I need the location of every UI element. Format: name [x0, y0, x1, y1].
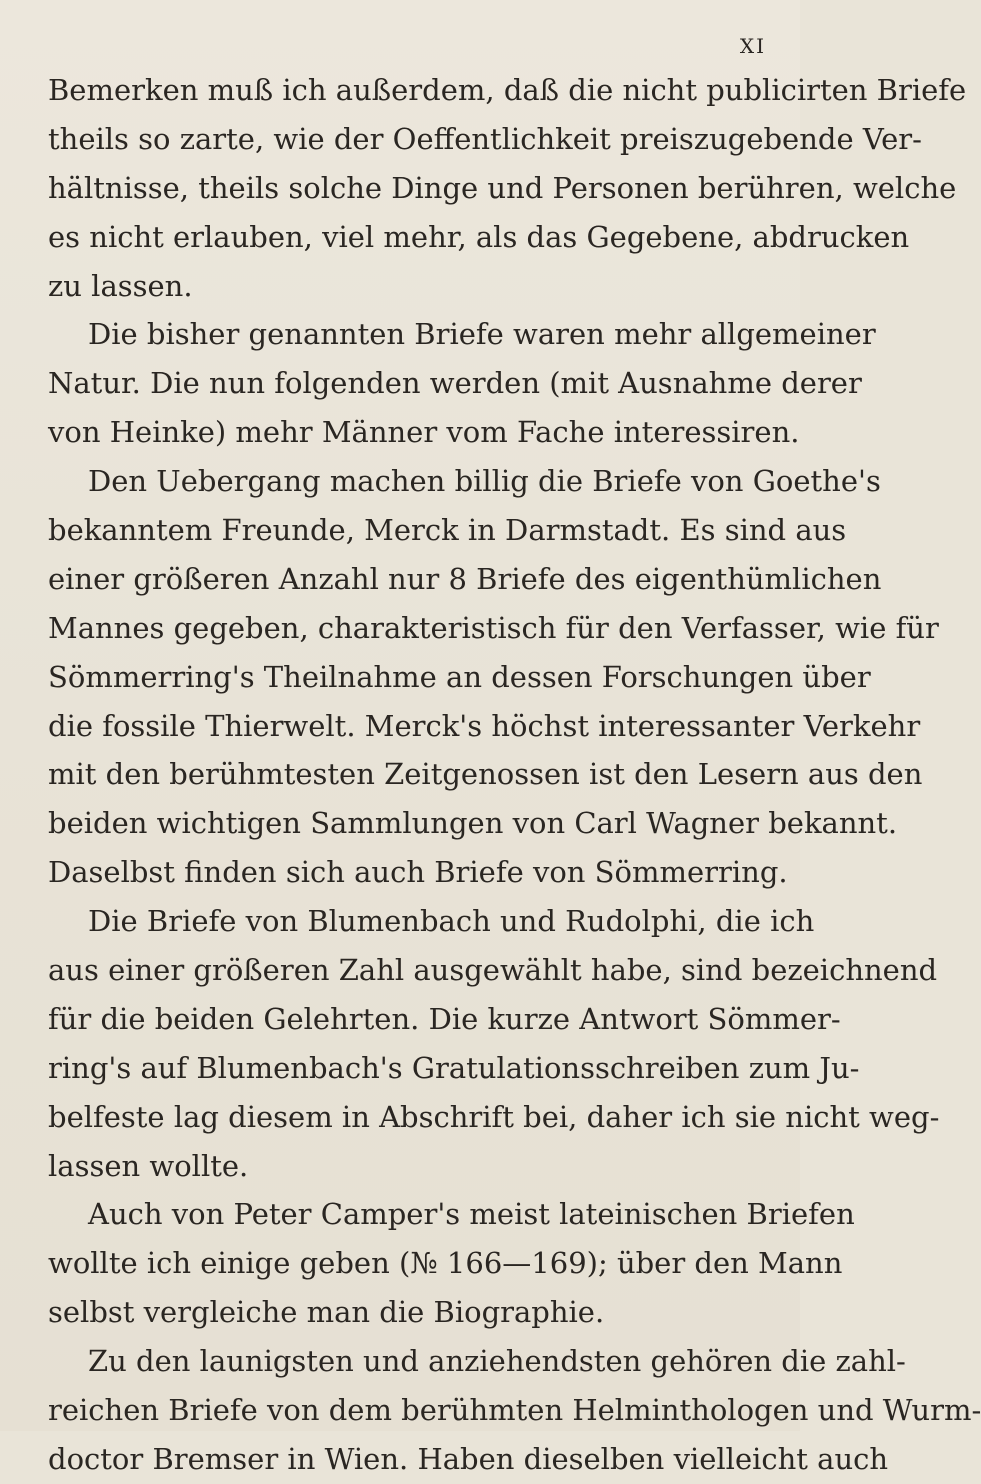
text-line: wollte ich einige geben (№ 166—169); über den Mann [48, 1246, 843, 1281]
text-line: theils so zarte, wie der Oeffentlichkeit preiszugebende Ver- [48, 121, 922, 156]
text-line: Daselbst finden sich auch Briefe von Sömmerring. [48, 855, 788, 890]
text-line: hältnisse, theils solche Dinge und Personen berühren, welche [48, 170, 957, 205]
text-line: die fossile Thierwelt. Merck's höchst interessanter Verkehr [48, 708, 921, 743]
text-line: selbst vergleiche man die Biographie. [48, 1295, 605, 1330]
text-line: Natur. Die nun folgenden werden (mit Ausnahme derer [48, 366, 862, 401]
text-line: Die Briefe von Blumenbach und Rudolphi, die ich [88, 904, 815, 939]
text-line: Mannes gegeben, charakteristisch für den Verfasser, wie für [48, 610, 939, 645]
text-line: Sömmerring's Theilnahme an dessen Forschungen über [48, 659, 871, 694]
text-line: von Heinke) mehr Männer vom Fache interessiren. [48, 415, 800, 450]
text-line: Auch von Peter Camper's meist lateinischen Briefen [88, 1197, 855, 1232]
text-line: lassen wollte. [48, 1148, 249, 1183]
text-line: Den Uebergang machen billig die Briefe von Goethe's [88, 464, 881, 499]
text-line: aus einer größeren Zahl ausgewählt habe, sind bezeichnend [48, 953, 938, 988]
text-line: beiden wichtigen Sammlungen von Carl Wagner bekannt. [48, 806, 898, 841]
text-line: bekanntem Freunde, Merck in Darmstadt. Es sind aus [48, 513, 847, 548]
text-line: mit den berühmtesten Zeitgenossen ist den Lesern aus den [48, 757, 923, 792]
text-line: einer größeren Anzahl nur 8 Briefe des eigenthümlichen [48, 561, 882, 596]
text-line: reichen Briefe von dem berühmten Helminthologen und Wurm- [48, 1393, 981, 1428]
text-line: Bemerken muß ich außerdem, daß die nicht publicirten Briefe [48, 73, 967, 107]
text-line: zu lassen. [48, 268, 193, 303]
text-line: belfeste lag diesem in Abschrift bei, daher ich sie nicht weg- [48, 1099, 940, 1134]
text-line: Zu den launigsten und anziehendsten gehören die zahl- [88, 1344, 906, 1379]
text-line: es nicht erlauben, viel mehr, als das Gegebene, abdrucken [48, 219, 910, 254]
text-line: doctor Bremser in Wien. Haben dieselben vielleicht auch [48, 1441, 889, 1476]
text-line: Die bisher genannten Briefe waren mehr allgemeiner [88, 317, 876, 352]
text-line: ring's auf Blumenbach's Gratulationsschreiben zum Ju- [48, 1050, 860, 1085]
body-text [48, 66, 981, 1484]
page-number: XI [739, 34, 766, 58]
text-line: für die beiden Gelehrten. Die kurze Antwort Sömmer- [48, 1001, 841, 1036]
